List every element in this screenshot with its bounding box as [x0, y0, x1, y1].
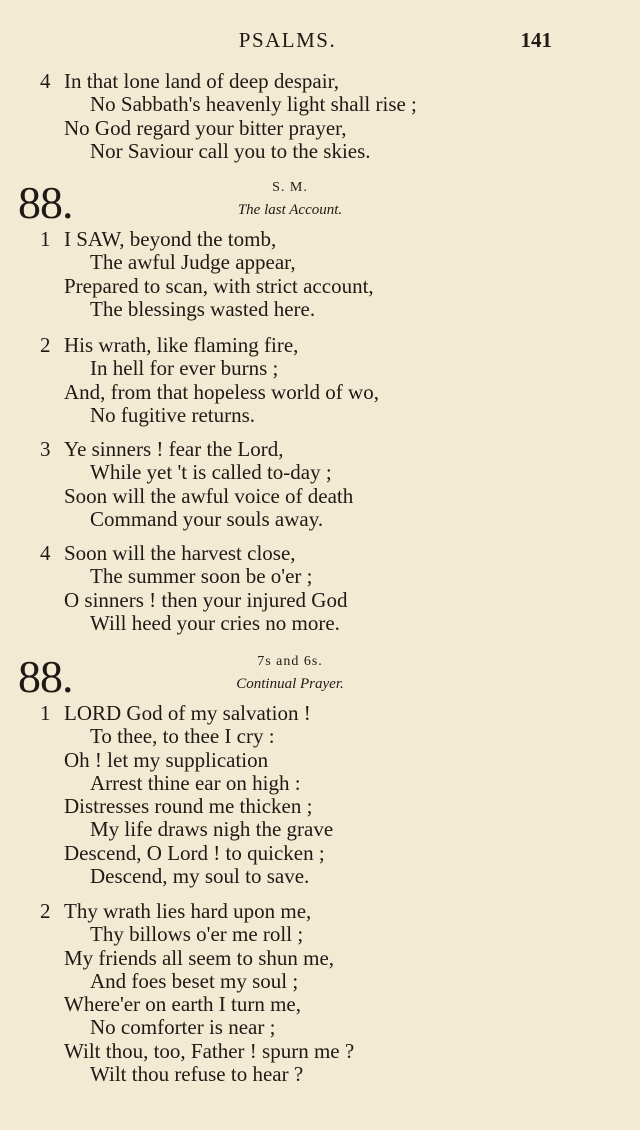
line-text: Soon will the harvest close,	[64, 541, 296, 565]
verse-line: The awful Judge appear,	[90, 250, 296, 275]
verse-line: Descend, my soul to save.	[90, 864, 310, 889]
verse-line: O sinners ! then your injured God	[64, 587, 348, 612]
stanza-number: 1	[40, 701, 51, 725]
verse-line: No God regard your bitter prayer,	[64, 115, 347, 140]
running-title: PSALMS.	[238, 28, 337, 52]
hymn-subtitle: The last Account.	[237, 202, 343, 218]
verse-line: Thy billows o'er me roll ;	[90, 922, 304, 947]
stanza-prev-4	[0, 70, 640, 163]
stanza-number: 1	[40, 227, 51, 251]
verse-line: Soon will the awful voice of death	[64, 483, 354, 508]
verse-line: Prepared to scan, with strict account,	[64, 273, 374, 298]
verse-line	[0, 900, 640, 923]
verse-line: To thee, to thee I cry :	[90, 724, 275, 749]
hymn-subtitle: Continual Prayer.	[236, 676, 344, 692]
stanza-number: 2	[40, 899, 51, 923]
stanza-number: 2	[40, 333, 51, 357]
hymn-meter: 7s and 6s.	[257, 654, 323, 669]
verse-line: In hell for ever burns ;	[90, 356, 279, 381]
line-text: Thy wrath lies hard upon me,	[64, 899, 312, 923]
verse-line: Will heed your cries no more.	[90, 610, 340, 635]
stanza-number: 4	[40, 541, 51, 565]
verse-line: No Sabbath's heavenly light shall rise ;	[90, 92, 417, 117]
hymn-number: 88.	[18, 177, 73, 228]
verse-line: No comforter is near ;	[90, 1015, 276, 1040]
page-number: 141	[520, 28, 552, 52]
verse-line	[0, 70, 640, 93]
verse-line	[0, 228, 640, 251]
verse-line: My life draws nigh the grave	[90, 817, 334, 842]
verse-line	[0, 702, 640, 725]
stanza-number: 4	[40, 69, 51, 93]
verse-line: Distresses round me thicken ;	[64, 794, 313, 819]
stanza-3	[0, 438, 640, 531]
stanza-number: 3	[40, 437, 51, 461]
hymn-meter: S. M.	[272, 180, 308, 195]
verse-line: Arrest thine ear on high :	[90, 770, 301, 795]
verse-line: Oh ! let my supplication	[64, 747, 269, 772]
line-text: In that lone land of deep despair,	[64, 69, 339, 93]
verse-line: And foes beset my soul ;	[90, 968, 299, 993]
verse-line: Nor Saviour call you to the skies.	[90, 138, 371, 163]
verse-line	[0, 334, 640, 357]
verse-line: The summer soon be o'er ;	[90, 564, 313, 589]
hymn-number: 88.	[18, 651, 73, 702]
stanza-1	[0, 228, 640, 321]
verse-line: Wilt thou refuse to hear ?	[90, 1062, 304, 1087]
verse-line: Wilt thou, too, Father ! spurn me ?	[64, 1038, 355, 1063]
stanza-2	[0, 900, 640, 1086]
line-text: Ye sinners ! fear the Lord,	[64, 437, 284, 461]
stanza-2	[0, 334, 640, 427]
verse-line: No fugitive returns.	[90, 402, 256, 427]
verse-line: Command your souls away.	[90, 506, 324, 531]
line-text: I SAW, beyond the tomb,	[64, 227, 277, 251]
line-text: LORD God of my salvation !	[64, 701, 311, 725]
verse-line: While yet 't is called to-day ;	[90, 460, 332, 485]
verse-line: And, from that hopeless world of wo,	[64, 379, 379, 404]
verse-line	[0, 438, 640, 461]
running-header	[0, 28, 640, 56]
verse-line	[0, 542, 640, 565]
verse-line: Descend, O Lord ! to quicken ;	[64, 840, 325, 865]
verse-line: Where'er on earth I turn me,	[64, 992, 301, 1017]
line-text: His wrath, like flaming fire,	[64, 333, 299, 357]
verse-line: My friends all seem to shun me,	[64, 945, 335, 970]
verse-line: The blessings wasted here.	[90, 296, 316, 321]
stanza-4	[0, 542, 640, 635]
stanza-1	[0, 702, 640, 888]
